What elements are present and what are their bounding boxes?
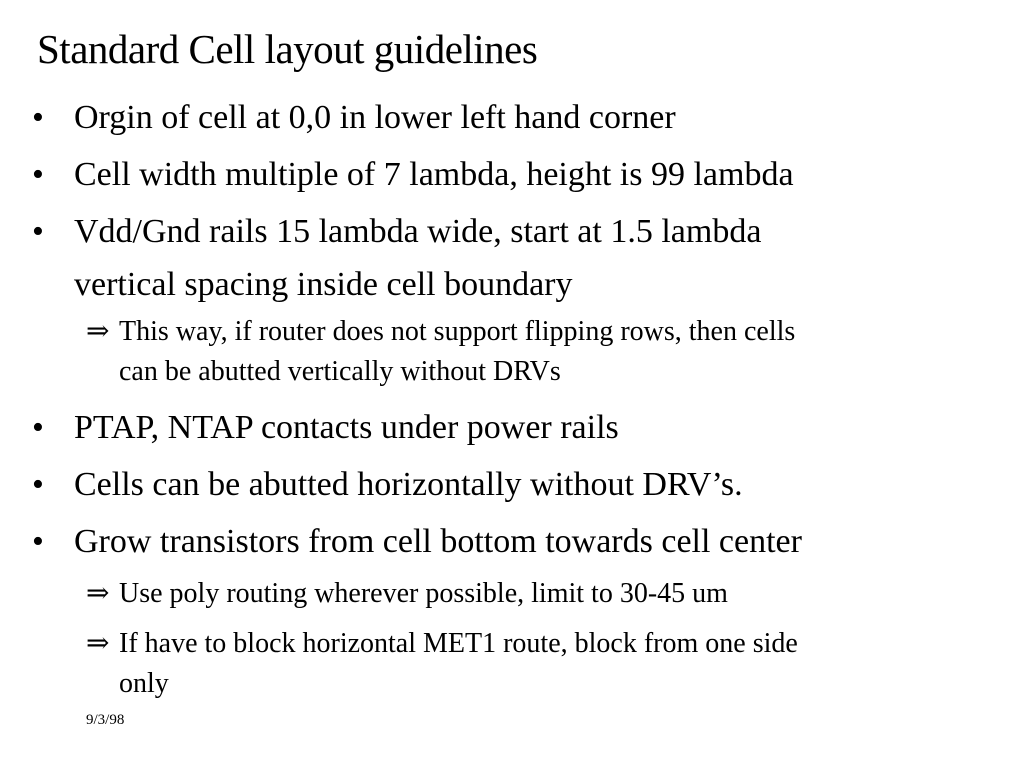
implies-arrow-icon: ⇒	[86, 628, 110, 659]
bullet-line: vertical spacing inside cell boundary	[74, 266, 573, 303]
bullet-line: Grow transistors from cell bottom towards cell center	[74, 523, 802, 560]
bullet-line: Cells can be abutted horizontally without DRV’s.	[74, 466, 743, 503]
bullet-text	[74, 401, 619, 454]
bullet-line: PTAP, NTAP contacts under power rails	[74, 409, 619, 446]
sub-bullet-text	[119, 312, 795, 392]
bullet-dot: •	[32, 213, 44, 250]
bullet-text	[74, 148, 794, 201]
implies-arrow-icon: ⇒	[86, 578, 110, 609]
bullet-line: Orgin of cell at 0,0 in lower left hand corner	[74, 99, 676, 136]
bullet-text	[74, 515, 802, 568]
bullet-dot: •	[32, 466, 44, 503]
bullet-dot: •	[32, 99, 44, 136]
bullet-dot: •	[32, 156, 44, 193]
bullet-text	[74, 91, 676, 144]
bullet-line: Vdd/Gnd rails 15 lambda wide, start at 1.5 lambda	[74, 213, 762, 250]
footer-date: 9/3/98	[86, 712, 125, 728]
sub-bullet-line: Use poly routing wherever possible, limit to 30-45 um	[119, 578, 728, 609]
bullet-line: Cell width multiple of 7 lambda, height is 99 lambda	[74, 156, 794, 193]
sub-bullet-text	[119, 574, 728, 614]
sub-bullet-line: This way, if router does not support flipping rows, then cells	[119, 316, 796, 347]
sub-bullet-line: If have to block horizontal MET1 route, block from one side	[119, 628, 798, 659]
slide-title: Standard Cell layout guidelines	[37, 26, 538, 72]
bullet-text	[74, 458, 743, 511]
bullet-dot: •	[32, 523, 44, 560]
bullet-text	[74, 205, 761, 311]
bullet-dot: •	[32, 409, 44, 446]
sub-bullet-line: can be abutted vertically without DRVs	[119, 356, 561, 387]
sub-bullet-line: only	[119, 668, 169, 699]
implies-arrow-icon: ⇒	[86, 316, 110, 347]
sub-bullet-text	[119, 624, 798, 704]
